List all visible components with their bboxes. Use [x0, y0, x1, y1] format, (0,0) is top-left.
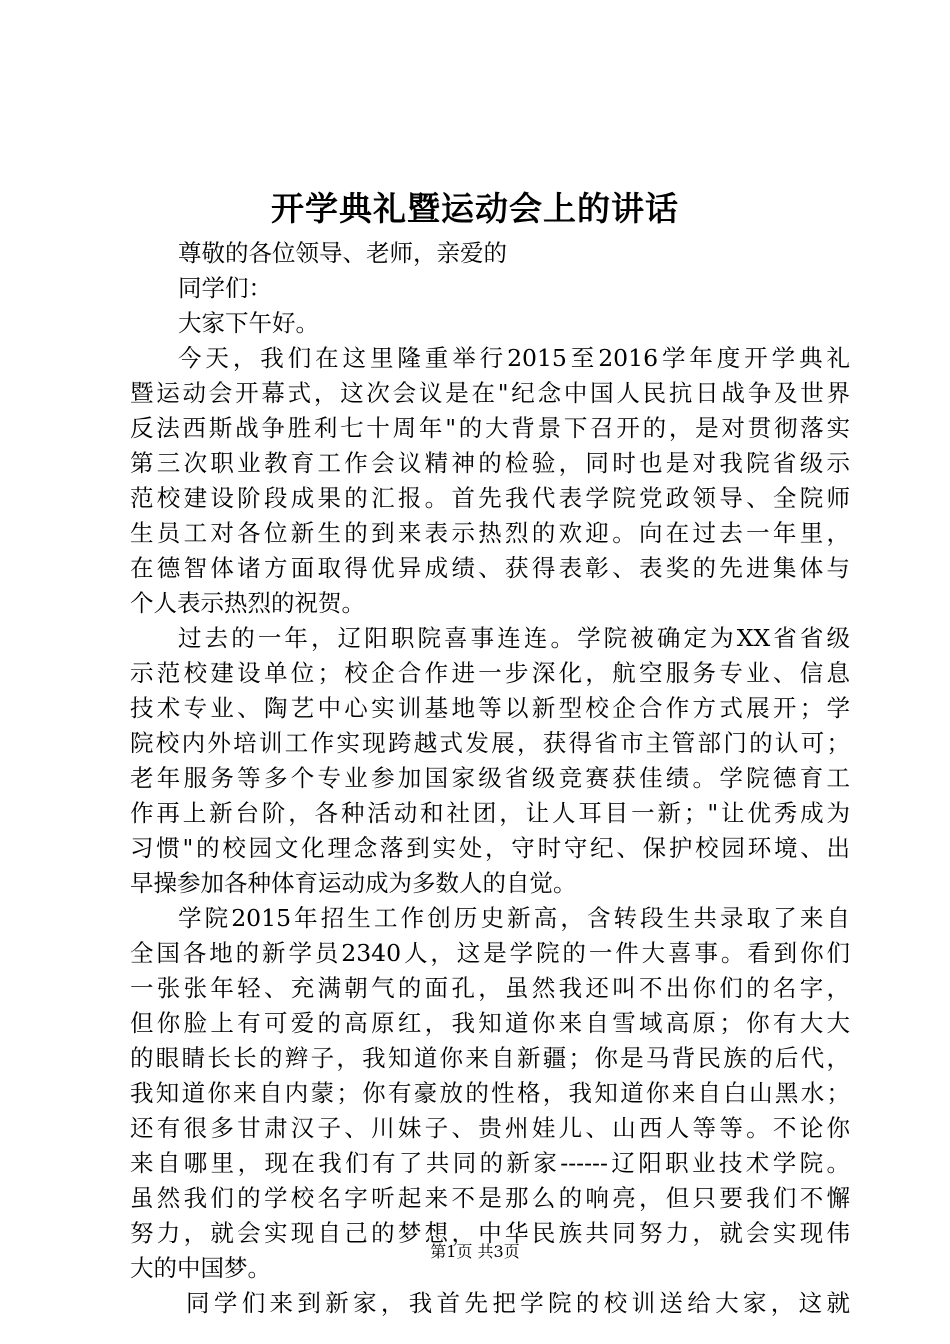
text-line: 老年服务等多个专业参加国家级省级竞赛获佳绩。学院德育工 — [130, 764, 850, 792]
text-line: 同学们： — [178, 274, 272, 302]
page-footer: 第1页 共3页 — [430, 1242, 520, 1261]
text-line: 虽然我们的学校名字听起来不是那么的响亮，但只要我们不懈 — [130, 1184, 850, 1212]
text-line: 在德智体诸方面取得优异成绩、获得表彰、表奖的先进集体与 — [130, 554, 850, 582]
text-line: 范校建设阶段成果的汇报。首先我代表学院党政领导、全院师 — [130, 484, 850, 512]
document-body — [130, 236, 850, 1321]
text-line: 暨运动会开幕式，这次会议是在"纪念中国人民抗日战争及世界 — [130, 379, 850, 407]
text-line: 示范校建设单位；校企合作进一步深化，航空服务专业、信息 — [130, 659, 850, 687]
text-line: 我知道你来自内蒙；你有豪放的性格，我知道你来自白山黑水； — [130, 1079, 850, 1107]
text-line: 技术专业、陶艺中心实训基地等以新型校企合作方式展开；学 — [130, 694, 850, 722]
text-line: 学院2015年招生工作创历史新高，含转段生共录取了来自 — [178, 904, 850, 932]
text-line: 同学们来到新家，我首先把学院的校训送给大家，这就 — [186, 1289, 850, 1317]
text-line: 过去的一年，辽阳职院喜事连连。学院被确定为XX省省级 — [178, 624, 850, 652]
text-line: 全国各地的新学员2340人，这是学院的一件大喜事。看到你们 — [130, 939, 850, 967]
document-title: 开学典礼暨运动会上的讲话 — [271, 189, 679, 228]
text-line: 来自哪里，现在我们有了共同的新家------辽阳职业技术学院。 — [130, 1149, 850, 1177]
text-line: 第三次职业教育工作会议精神的检验，同时也是对我院省级示 — [130, 449, 850, 477]
text-line: 作再上新台阶，各种活动和社团，让人耳目一新；"让优秀成为 — [130, 799, 850, 827]
text-line: 生员工对各位新生的到来表示热烈的欢迎。向在过去一年里， — [130, 519, 850, 547]
text-line: 尊敬的各位领导、老师，亲爱的 — [178, 239, 507, 267]
text-line: 大的中国梦。 — [130, 1254, 271, 1282]
text-line: 大家下午好。 — [178, 309, 319, 337]
text-line: 今天，我们在这里隆重举行2015至2016学年度开学典礼 — [178, 344, 850, 372]
text-line: 反法西斯战争胜利七十周年"的大背景下召开的，是对贯彻落实 — [130, 414, 850, 442]
text-line: 努力，就会实现自己的梦想，中华民族共同努力，就会实现伟 — [130, 1219, 850, 1247]
text-line: 的眼睛长长的辫子，我知道你来自新疆；你是马背民族的后代， — [130, 1044, 850, 1072]
text-line: 院校内外培训工作实现跨越式发展，获得省市主管部门的认可； — [130, 729, 850, 757]
text-line: 但你脸上有可爱的高原红，我知道你来自雪域高原；你有大大 — [130, 1009, 850, 1037]
text-line: 习惯"的校园文化理念落到实处，守时守纪、保护校园环境、出 — [130, 834, 850, 862]
text-line: 个人表示热烈的祝贺。 — [130, 589, 365, 617]
text-line: 一张张年轻、充满朝气的面孔，虽然我还叫不出你们的名字， — [130, 974, 850, 1002]
text-line: 还有很多甘肃汉子、川妹子、贵州娃儿、山西人等等。不论你 — [130, 1114, 850, 1142]
text-line: 早操参加各种体育运动成为多数人的自觉。 — [130, 869, 577, 897]
